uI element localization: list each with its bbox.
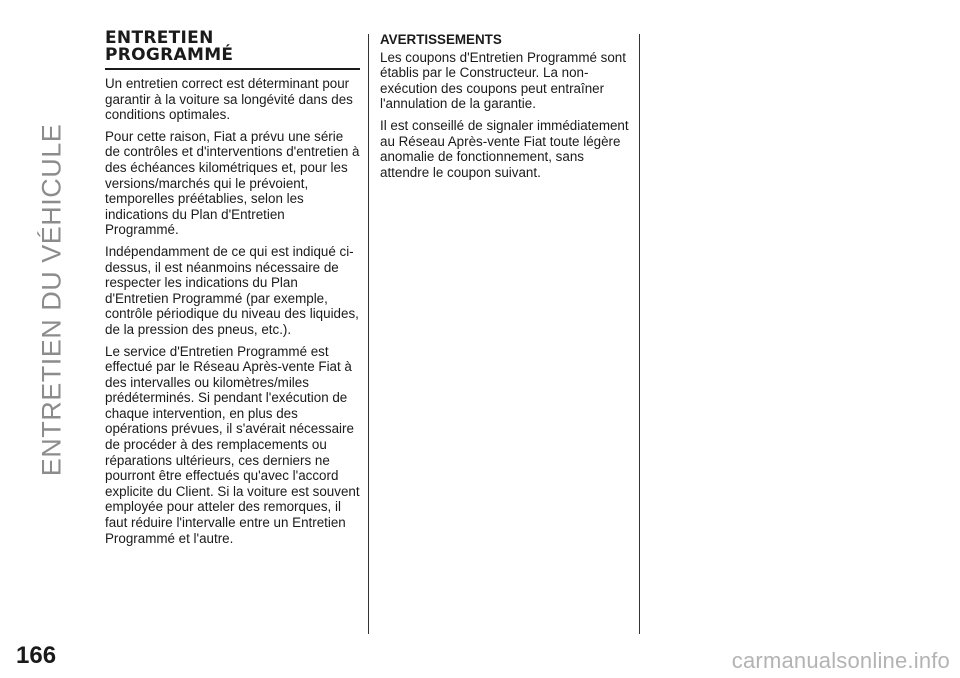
side-chapter-title-text: ENTRETIEN DU VÉHICULE [36, 123, 67, 477]
paragraph-intro: Un entretien correct est déterminant pour garantir à la voiture sa longévité dans des conditions optimales. [105, 76, 353, 123]
column-divider-right [639, 34, 640, 634]
warning-paragraph-report: Il est conseillé de signaler immédiatement au Réseau Après-vente Fiat toute légère anomalie de fonctionnement, sans attendre le coupon suivant. [380, 117, 629, 180]
paragraph-checks: Pour cette raison, Fiat a prévu une série de contrôles et d'interventions d'entretien à des échéances kilométriques et, pour les versions/marchés qui le prévoient, temporelles préétablies, selon les indications du Plan d'Entretien Programmé. [105, 128, 360, 238]
left-column [105, 30, 360, 546]
right-column [380, 30, 635, 180]
section-heading [105, 30, 360, 70]
warning-paragraph-coupons: Les coupons d'Entretien Programmé sont établis par le Constructeur. La non-exécution des coupons peut entraîner l'annulation de la garantie. [380, 49, 626, 112]
paragraph-service: Le service d'Entretien Programmé est effectué par le Réseau Après-vente Fiat à des intervalles ou kilomètres/miles prédéterminés. Si pendant l'exécution de chaque intervention, en plus des opérations prévues, il s'avérait nécessaire de procéder à des remplacements ou réparations ultérieurs, ces derniers ne pourront être effectués qu'avec l'accord explicite du Client. Si la voiture est souvent employée pour atteler des remorques, il faut réduire l'intervalle entre un Entretien Programmé et l'autre. [105, 343, 360, 546]
watermark: carmanualsonline.info [731, 648, 950, 673]
warnings-heading: AVERTISSEMENTS [380, 32, 502, 47]
column-divider-left [368, 34, 369, 634]
paragraph-independent: Indépendamment de ce qui est indiqué ci-dessus, il est néanmoins nécessaire de respecter les indications du Plan d'Entretien Programmé (par exemple, contrôle périodique du niveau des liquides, de la pression des pneus, etc.). [105, 243, 359, 337]
section-heading-line2: PROGRAMMÉ [105, 45, 234, 65]
page-number: 166 [16, 642, 57, 669]
section-heading-line1: ENTRETIEN [105, 28, 214, 48]
